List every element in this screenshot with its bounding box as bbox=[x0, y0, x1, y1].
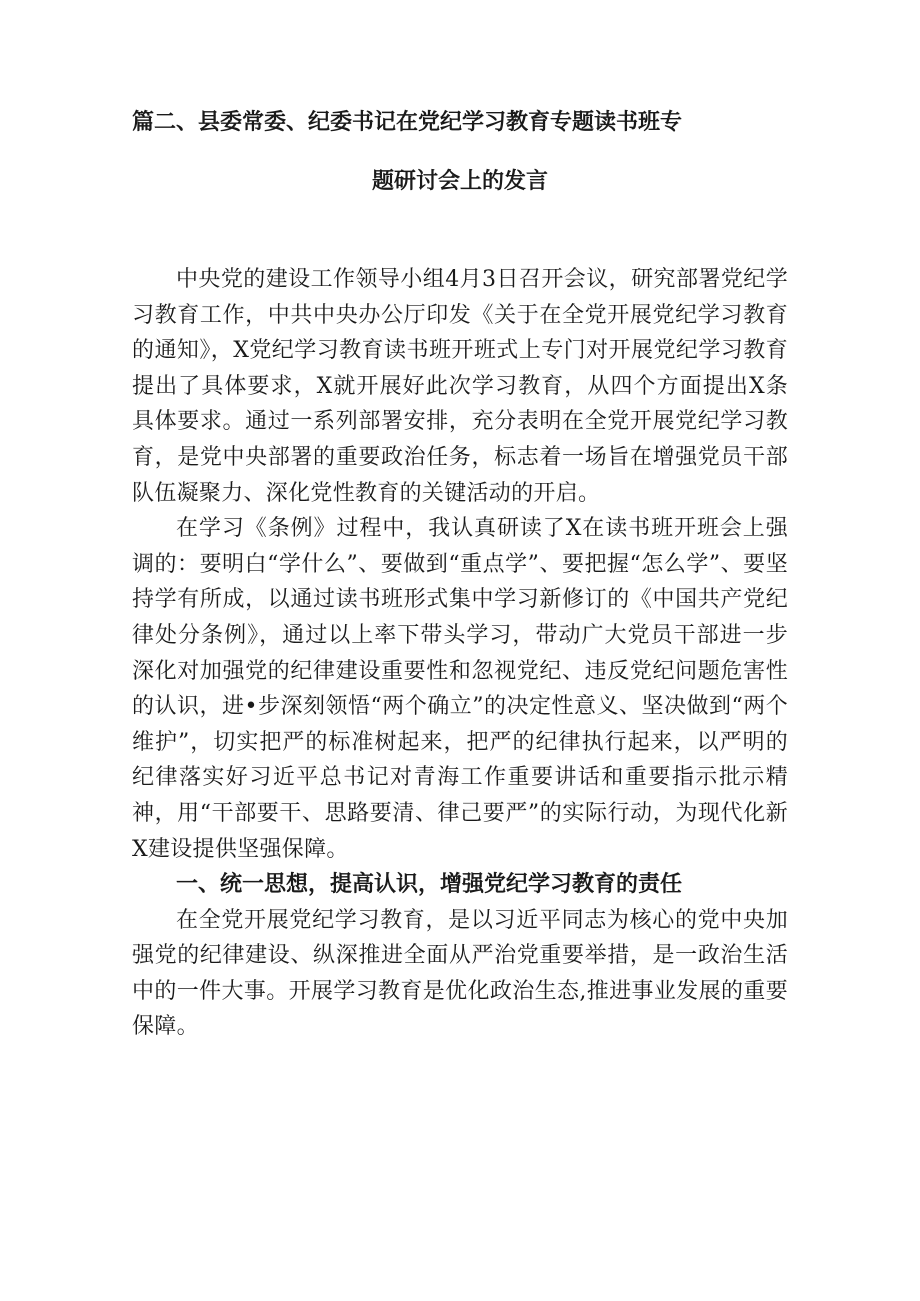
document-title-line-1: 篇二、县委常委、纪委书记在党纪学习教育专题读书班专 bbox=[132, 110, 683, 135]
paragraph-3: 在全党开展党纪学习教育，是以习近平同志为核心的党中央加强党的纪律建设、纵深推进全面从严治党重要举措，是一政治生活中的一件大事。开展学习教育是优化政治生态,推进事业发展的重要保障。 bbox=[132, 907, 788, 1040]
paragraph-1: 中央党的建设工作领导小组4月3日召开会议，研究部署党纪学习教育工作，中共中央办公厅印发《关于在全党开展党纪学习教育的通知》，X党纪学习教育读书班开班式上专门对开展党纪学习教育提出了具体要求，X就开展好此次学习教育，从四个方面提出X条具体要求。通过一系列部署安排，充分表明在全党开展党纪学习教育，是党中央部署的重要政治任务，标志着一场旨在增强党员干部队伍凝聚力、深化党性教育的关键活动的开启。 bbox=[132, 267, 788, 506]
document-title-line-2: 题研讨会上的发言 bbox=[371, 169, 548, 194]
section-heading-1: 一、统一思想，提高认识，增强党纪学习教育的责任 bbox=[176, 872, 683, 898]
paragraph-2: 在学习《条例》过程中，我认真研读了X在读书班开班会上强调的：要明白“学什么”、要做到“重点学”、要把握“怎么学”、要坚持学有所成，以通过读书班形式集中学习新修订的《中国共产党纪律处分条例》，通过以上率下带头学习，带动广大党员干部进一步深化对加强党的纪律建设重要性和忽视党纪、违反党纪问题危害性的认识，进•步深刻领悟“两个确立”的决定性意义、坚决做到“两个维护”，切实把严的标准树起来，把严的纪律执行起来，以严明的纪律落实好习近平总书记对青海工作重要讲话和重要指示批示精神，用“干部要干、思路要清、律己要严”的实际行动，为现代化新X建设提供坚强保障。 bbox=[132, 516, 788, 862]
document-body bbox=[132, 262, 788, 1045]
